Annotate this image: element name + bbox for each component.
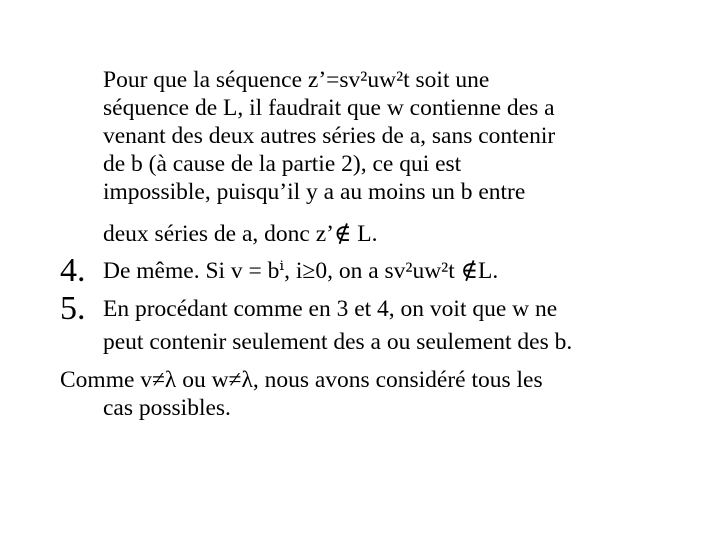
- paragraph-line-5: impossible, puisqu’il y a au moins un b entre: [103, 179, 526, 205]
- paragraph-line-4: de b (à cause de la partie 2), ce qui est: [103, 151, 462, 177]
- list-marker-5: 5.: [60, 290, 86, 327]
- paragraph-line-1: Pour que la séquence z’=sv²uw²t soit une: [103, 67, 490, 93]
- list-item-5-line-1: En procédant comme en 3 et 4, on voit que w ne: [103, 296, 558, 322]
- conclusion-line-2: cas possibles.: [103, 395, 231, 421]
- list-item-5-line-2: peut contenir seulement des a ou seulement des b.: [103, 329, 573, 355]
- list-item-4-text: De même. Si v = bⁱ, i≥0, on a sv²uw²t ∉L.: [103, 258, 499, 284]
- conclusion-line-1: Comme v≠λ ou w≠λ, nous avons considéré tous les: [60, 367, 543, 393]
- paragraph-line-2: séquence de L, il faudrait que w contienne des a: [103, 95, 555, 121]
- paragraph-line-6: deux séries de a, donc z’∉ L.: [103, 221, 378, 247]
- list-marker-4: 4.: [60, 252, 86, 289]
- paragraph-line-3: venant des deux autres séries de a, sans contenir: [103, 123, 556, 149]
